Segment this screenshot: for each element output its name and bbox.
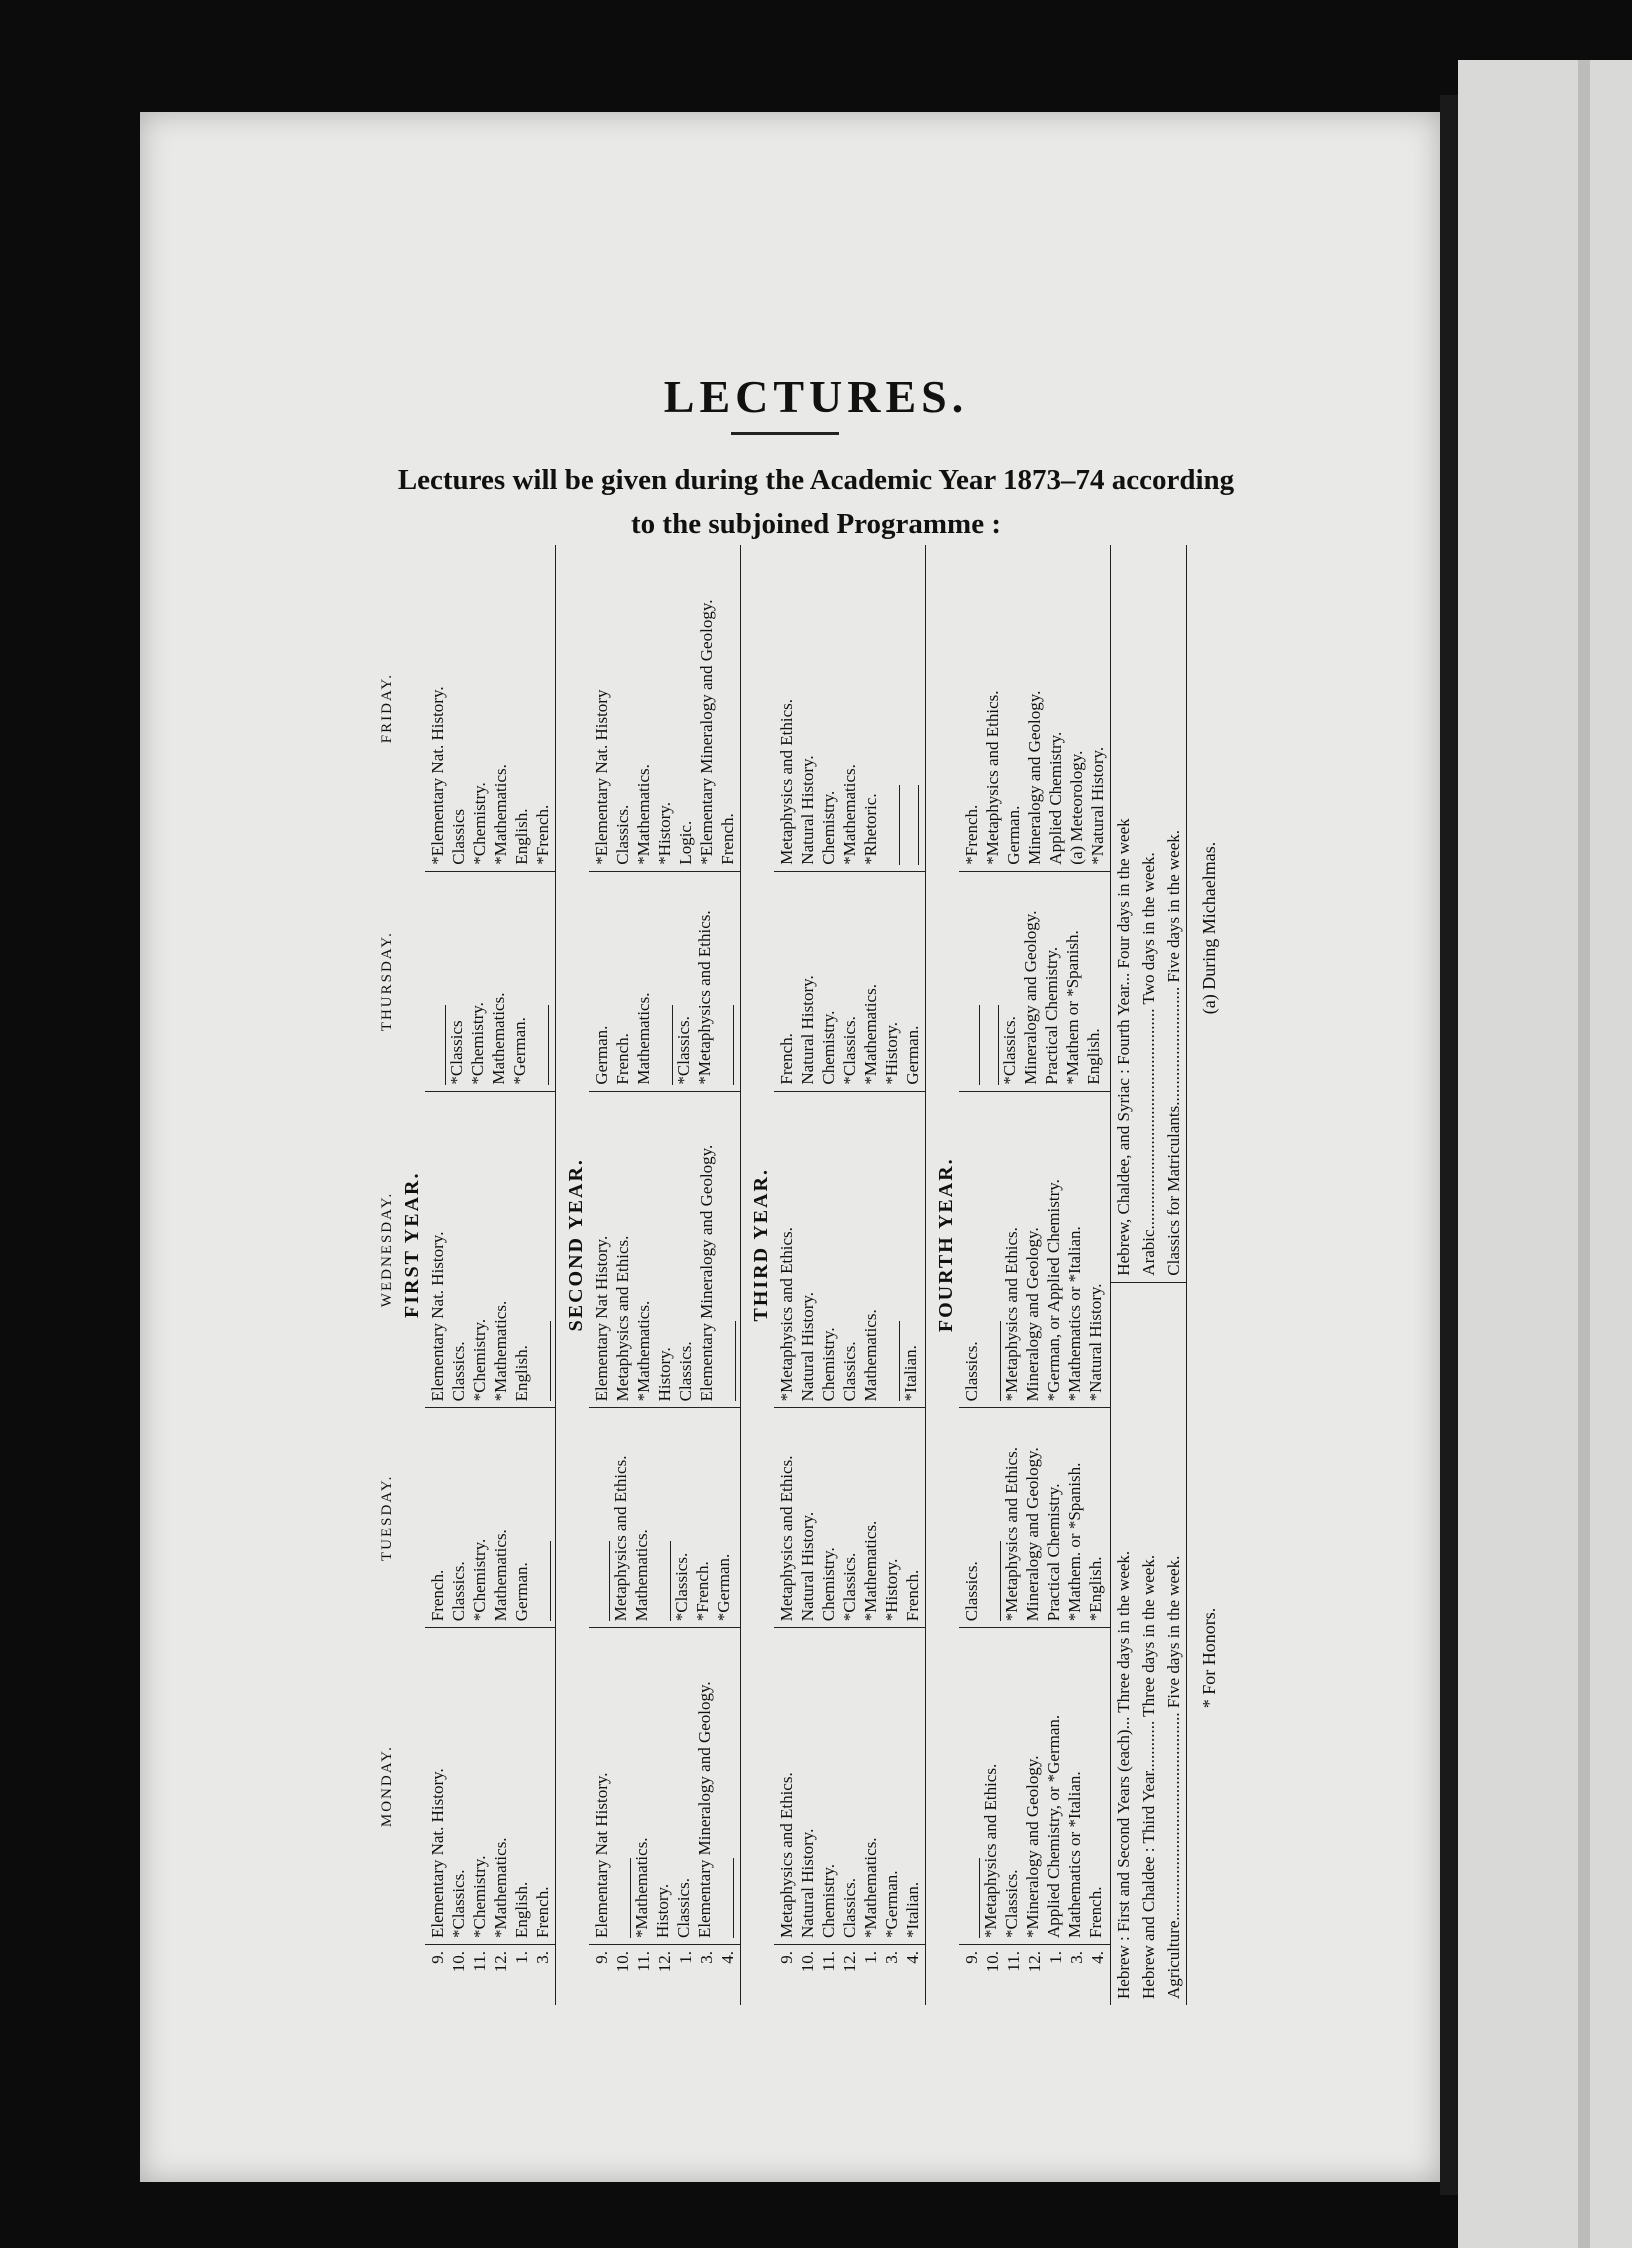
lecture-entry: Chemistry. xyxy=(819,1010,838,1085)
lecture-entry: French. xyxy=(1086,1886,1105,1938)
separator-cell xyxy=(556,545,565,2005)
lecture-entry: Natural History. xyxy=(798,1291,817,1402)
separator-cell xyxy=(741,545,750,2005)
lecture-entry: Logic. xyxy=(676,820,695,865)
lecture-entry: French. xyxy=(533,1886,552,1938)
lecture-entry: Chemistry. xyxy=(819,790,838,865)
lecture-entry: *Classics. xyxy=(674,1016,693,1085)
lecture-entry: Mineralogy and Geology. xyxy=(1023,1227,1042,1402)
year-heading-spacer xyxy=(934,1945,959,2006)
day-column xyxy=(425,1091,556,1408)
lecture-entry: *French. xyxy=(533,804,552,865)
lecture-entry: Applied Chemistry. xyxy=(1046,731,1065,865)
day-column xyxy=(774,545,926,871)
time-slot: 10. xyxy=(449,1951,468,1973)
time-slot: 10. xyxy=(613,1951,632,1973)
intro-text xyxy=(0,458,1632,546)
lecture-entry: Classics. xyxy=(840,1341,859,1402)
lecture-entry: Natural History. xyxy=(798,1511,817,1622)
lecture-entry: (a) Meteorology. xyxy=(1067,750,1086,865)
time-slot: 3. xyxy=(1067,1951,1086,1964)
time-slot: 11. xyxy=(819,1951,838,1972)
lecture-entry: *Classics. xyxy=(1002,1869,1021,1938)
lecture-entry: *Chemistry. xyxy=(468,1002,487,1085)
lecture-entry: *Classics. xyxy=(840,1016,859,1085)
lecture-entry: French. xyxy=(613,1033,632,1085)
lecture-entry: French. xyxy=(428,1569,447,1622)
time-slot: 1. xyxy=(512,1951,531,1964)
lecture-entry: Elementary Nat History. xyxy=(592,1772,611,1938)
lecture-entry: *Elementary Nat. History xyxy=(592,689,611,865)
lecture-entry: *Natural History. xyxy=(1086,1283,1105,1402)
lecture-entry: *Mathem or *Spanish. xyxy=(1063,930,1082,1085)
empty-slot-line xyxy=(612,1858,631,1938)
lecture-entry: Elementary Mineralogy and Geology. xyxy=(697,1144,716,1402)
page-title: LECTURES. xyxy=(663,371,969,422)
empty-slot-line xyxy=(427,1005,446,1085)
lecture-entry: Classics xyxy=(449,808,468,865)
year-heading-spacer xyxy=(749,1945,774,2006)
lecture-entry: *Mathem. or *Spanish. xyxy=(1065,1462,1084,1622)
time-column xyxy=(959,1945,1110,2006)
lecture-entry: *Mathematics. xyxy=(861,1837,880,1938)
lecture-entry: Chemistry. xyxy=(819,1327,838,1402)
day-column xyxy=(425,1408,556,1628)
lecture-entry: *French. xyxy=(693,1561,712,1622)
time-slot: 11. xyxy=(470,1951,489,1972)
time-slot: 9. xyxy=(777,1951,796,1964)
footer-row xyxy=(1136,545,1161,2005)
empty-slot-line xyxy=(982,1321,1001,1401)
lecture-entry: *German. xyxy=(714,1553,733,1622)
year-heading: SECOND YEAR. xyxy=(565,1158,587,1332)
day-header: MONDAY. xyxy=(379,1745,395,1828)
lecture-entry: French. xyxy=(718,813,737,865)
lecture-entry: *Mathematics. xyxy=(634,1300,653,1402)
lecture-entry: *Natural History. xyxy=(1088,746,1107,865)
lecture-entry: Mineralogy and Geology. xyxy=(1025,690,1044,865)
schedule-container xyxy=(375,545,1225,2005)
lecture-entry: Mineralogy and Geology. xyxy=(1021,910,1040,1085)
lecture-entry: Mineralogy and Geology. xyxy=(1023,1447,1042,1622)
lecture-entry: *Metaphysics and Ethics. xyxy=(695,910,714,1085)
empty-slot-line xyxy=(530,1005,549,1085)
lecture-entry: *German, or Applied Chemistry. xyxy=(1044,1179,1063,1402)
lecture-entry: German. xyxy=(903,1025,922,1085)
lecture-entry: *History. xyxy=(882,1558,901,1622)
title-rule xyxy=(731,432,839,435)
day-column xyxy=(959,1408,1110,1628)
time-slot: 9. xyxy=(592,1951,611,1964)
lecture-entry: German. xyxy=(592,1025,611,1085)
empty-slot-line xyxy=(715,1005,734,1085)
lecture-entry: Classics. xyxy=(962,1341,981,1402)
lecture-entry: *Classics xyxy=(447,1020,466,1085)
lecture-entry: *French. xyxy=(962,804,981,865)
time-slot: 4. xyxy=(718,1951,737,1964)
lecture-entry: Metaphysics and Ethics. xyxy=(613,1235,632,1402)
schedule-footer xyxy=(1110,545,1187,2005)
intro-line: to the subjoined Programme : xyxy=(631,508,1001,540)
day-column xyxy=(774,1408,926,1628)
time-slot: 10. xyxy=(798,1951,817,1973)
empty-slot-line xyxy=(715,1858,734,1938)
footer-cell: Hebrew, Chaldee, and Syriac : Fourth Year... Four days in the week xyxy=(1111,545,1137,1282)
year-row xyxy=(589,545,741,2005)
time-header xyxy=(375,1945,400,2006)
year-separator xyxy=(926,545,935,2005)
lecture-entry: Chemistry. xyxy=(819,1864,838,1938)
lecture-entry: Metaphysics and Ethics. xyxy=(777,1772,796,1938)
lecture-entry: English. xyxy=(512,808,531,865)
separator-cell xyxy=(926,545,935,2005)
lecture-entry: French. xyxy=(903,1569,922,1622)
lecture-entry: Classics. xyxy=(840,1878,859,1938)
time-slot: 1. xyxy=(861,1951,880,1964)
lecture-entry: *History. xyxy=(655,802,674,865)
lecture-entry: Mathematics. xyxy=(489,992,508,1085)
time-slot: 12. xyxy=(1025,1951,1044,1973)
lecture-entry: Chemistry. xyxy=(819,1547,838,1622)
lecture-entry: German. xyxy=(512,1562,531,1622)
lecture-entry: Elementary Nat. History. xyxy=(428,1768,447,1938)
lecture-entry: *Chemistry. xyxy=(470,1855,489,1938)
lecture-entry: *Classics. xyxy=(672,1552,691,1622)
time-slot: 10. xyxy=(983,1951,1002,1973)
day-column xyxy=(589,1628,741,1945)
lecture-entry: *Chemistry. xyxy=(470,1538,489,1622)
lecture-entry: *Mathematics. xyxy=(491,764,510,865)
time-slot: 3. xyxy=(533,1951,552,1964)
year-heading-spacer xyxy=(564,1945,589,2006)
empty-slot-line xyxy=(961,1858,980,1938)
lecture-entry: *Italian. xyxy=(901,1345,920,1402)
lecture-entry: Classics. xyxy=(674,1878,693,1938)
year-heading-row xyxy=(564,545,589,2005)
lecture-entry: *Mathematics. xyxy=(861,1520,880,1622)
year-heading: FIRST YEAR. xyxy=(401,1171,423,1318)
day-column xyxy=(589,871,741,1091)
lecture-entry: Elementary Nat. History. xyxy=(428,1231,447,1402)
lecture-entry: *Mathematics. xyxy=(861,984,880,1085)
time-slot: 1. xyxy=(1046,1951,1065,1964)
lecture-entry: Mathematics. xyxy=(632,1529,651,1622)
time-column xyxy=(589,1945,741,2006)
footer-cell: Classics for Matriculants............................ Five days in the week. xyxy=(1161,545,1187,1282)
lecture-entry: Practical Chemistry. xyxy=(1042,946,1061,1085)
lecture-entry: *Chemistry. xyxy=(470,1318,489,1402)
footer-cell: Hebrew : First and Second Years (each)... Three days in the week. xyxy=(1114,1550,1133,1999)
year-row xyxy=(425,545,556,2005)
time-column xyxy=(425,1945,556,2006)
footnote-honors: * For Honors. xyxy=(1199,1607,1219,1709)
lecture-entry: Natural History. xyxy=(798,975,817,1085)
day-column xyxy=(774,1091,926,1408)
lecture-entry: *German. xyxy=(882,1870,901,1938)
year-separator xyxy=(556,545,565,2005)
time-slot: 12. xyxy=(840,1951,859,1973)
footer-row xyxy=(1161,545,1187,2005)
lecture-entry: *History. xyxy=(882,1021,901,1085)
day-header: FRIDAY. xyxy=(379,672,395,744)
lecture-schedule-table xyxy=(375,545,1110,2005)
lecture-entry: *Classics. xyxy=(449,1869,468,1938)
year-heading-row xyxy=(934,545,959,2005)
time-slot: 1. xyxy=(676,1951,695,1964)
lecture-entry: *Elementary Nat. History. xyxy=(428,686,447,865)
day-column xyxy=(425,871,556,1091)
lecture-entry: Natural History. xyxy=(798,1828,817,1938)
day-column xyxy=(425,545,556,871)
lecture-entry: Classics. xyxy=(962,1561,981,1622)
empty-slot-line xyxy=(900,785,919,865)
lecture-entry: *Mineralogy and Geology. xyxy=(1023,1755,1042,1938)
footer-row xyxy=(1111,545,1137,2005)
lecture-entry: Classics. xyxy=(613,804,632,865)
lecture-entry: *Metaphysics and Ethics. xyxy=(983,690,1002,865)
time-slot: 4. xyxy=(1088,1951,1107,1964)
day-column xyxy=(774,1628,926,1945)
empty-slot-line xyxy=(654,1005,673,1085)
year-heading-row xyxy=(749,545,774,2005)
time-slot: 3. xyxy=(697,1951,716,1964)
intro-line: Lectures will be given during the Academic Year 1873–74 according xyxy=(397,464,1235,496)
lecture-entry: English. xyxy=(1084,1028,1103,1085)
lecture-entry: *Italian. xyxy=(903,1881,922,1938)
lecture-entry: *Classics. xyxy=(840,1552,859,1622)
year-heading-spacer xyxy=(400,1945,425,2006)
lecture-entry: English. xyxy=(512,1345,531,1402)
time-slot: 11. xyxy=(1004,1951,1023,1972)
lecture-entry: Classics. xyxy=(449,1561,468,1622)
lecture-entry: *Chemistry. xyxy=(470,782,489,865)
day-column xyxy=(589,1408,741,1628)
empty-slot-line xyxy=(591,1541,610,1621)
time-slot: 12. xyxy=(655,1951,674,1973)
lecture-entry: Applied Chemistry, or *German. xyxy=(1044,1714,1063,1938)
lecture-entry: *Mathematics or *Italian. xyxy=(1065,1226,1084,1402)
lecture-entry: *Mathematics. xyxy=(632,1837,651,1938)
day-column xyxy=(959,871,1110,1091)
lecture-entry: Classics. xyxy=(449,1341,468,1402)
lecture-entry: Mathematics. xyxy=(491,1529,510,1622)
lecture-entry: *Mathematics. xyxy=(634,764,653,865)
year-heading: FOURTH YEAR. xyxy=(935,1157,957,1333)
time-slot: 11. xyxy=(634,1951,653,1972)
footer-cell: Hebrew and Chaldee : Third Year............ Three days in the week. xyxy=(1139,1554,1158,1999)
lecture-entry: *Rhetoric. xyxy=(861,793,880,865)
day-column xyxy=(774,871,926,1091)
footnote-michaelmas: (a) During Michaelmas. xyxy=(1199,841,1219,1015)
lecture-entry: Classics. xyxy=(676,1341,695,1402)
day-header: WEDNESDAY. xyxy=(379,1191,395,1308)
lecture-entry: *English. xyxy=(1086,1556,1105,1622)
lecture-entry: *Metaphysics and Ethics. xyxy=(1002,1447,1021,1622)
day-column xyxy=(959,1091,1110,1408)
rotated-schedule xyxy=(375,545,1225,2005)
time-slot: 3. xyxy=(882,1951,901,1964)
day-column xyxy=(589,1091,741,1408)
lecture-entry: History. xyxy=(655,1347,674,1402)
day-header: TUESDAY. xyxy=(379,1474,395,1562)
year-heading-row xyxy=(400,545,425,2005)
day-column xyxy=(959,1628,1110,1945)
empty-slot-line xyxy=(881,785,900,865)
year-row xyxy=(774,545,926,2005)
time-slot: 9. xyxy=(428,1951,447,1964)
time-column xyxy=(774,1945,926,2006)
lecture-entry: *Mathematics. xyxy=(491,1837,510,1938)
lecture-entry: *Metaphysics and Ethics. xyxy=(981,1763,1000,1938)
year-heading: THIRD YEAR. xyxy=(750,1168,772,1322)
empty-slot-line xyxy=(652,1541,671,1621)
lecture-entry: *Classics. xyxy=(1000,1016,1019,1085)
lecture-entry: Metaphysics and Ethics. xyxy=(777,1455,796,1622)
lecture-entry: Natural History. xyxy=(798,755,817,865)
year-separator xyxy=(741,545,750,2005)
footer-cell: Agriculture................................................. Five days in the week. xyxy=(1164,1555,1183,1999)
day-column xyxy=(425,1628,556,1945)
empty-slot-line xyxy=(532,1321,551,1401)
lecture-entry: Elementary Mineralogy and Geology. xyxy=(695,1681,714,1938)
lecture-entry: English. xyxy=(512,1881,531,1938)
lecture-entry: Metaphysics and Ethics. xyxy=(777,698,796,865)
day-column xyxy=(589,545,741,871)
lecture-entry: History. xyxy=(653,1883,672,1938)
lecture-entry: French. xyxy=(777,1033,796,1085)
empty-slot-line xyxy=(717,1321,736,1401)
lecture-entry: Mathematics. xyxy=(861,1309,880,1402)
lecture-entry: *Elementary Mineralogy and Geology. xyxy=(697,599,716,865)
lecture-entry: German. xyxy=(1004,805,1023,865)
day-column xyxy=(959,545,1110,871)
empty-slot-line xyxy=(881,1321,900,1401)
time-slot: 4. xyxy=(903,1951,922,1964)
footer-cell: Arabic.................................................... Two days in the week. xyxy=(1136,545,1161,1282)
empty-slot-line xyxy=(532,1541,551,1621)
day-header: THURSDAY. xyxy=(379,931,395,1032)
time-slot: 12. xyxy=(491,1951,510,1973)
lecture-entry: Mathematics. xyxy=(634,992,653,1085)
lecture-entry: Metaphysics and Ethics. xyxy=(611,1455,630,1622)
lecture-entry: *Mathematics. xyxy=(840,764,859,865)
lecture-entry: Mathematics or *Italian. xyxy=(1065,1771,1084,1938)
footnotes xyxy=(1199,545,1220,2005)
day-header-row xyxy=(375,545,400,2005)
year-row xyxy=(959,545,1110,2005)
lecture-entry: *Metaphysics and Ethics. xyxy=(1002,1227,1021,1402)
empty-slot-line xyxy=(961,1005,980,1085)
lecture-entry: *German. xyxy=(510,1017,529,1085)
lecture-entry: Elementary Nat History. xyxy=(592,1235,611,1402)
empty-slot-line xyxy=(982,1541,1001,1621)
lecture-entry: *Metaphysics and Ethics. xyxy=(777,1227,796,1402)
time-slot: 9. xyxy=(962,1951,981,1964)
lecture-entry: Practical Chemistry. xyxy=(1044,1483,1063,1622)
lecture-entry: *Mathematics. xyxy=(491,1300,510,1402)
empty-slot-line xyxy=(980,1005,999,1085)
